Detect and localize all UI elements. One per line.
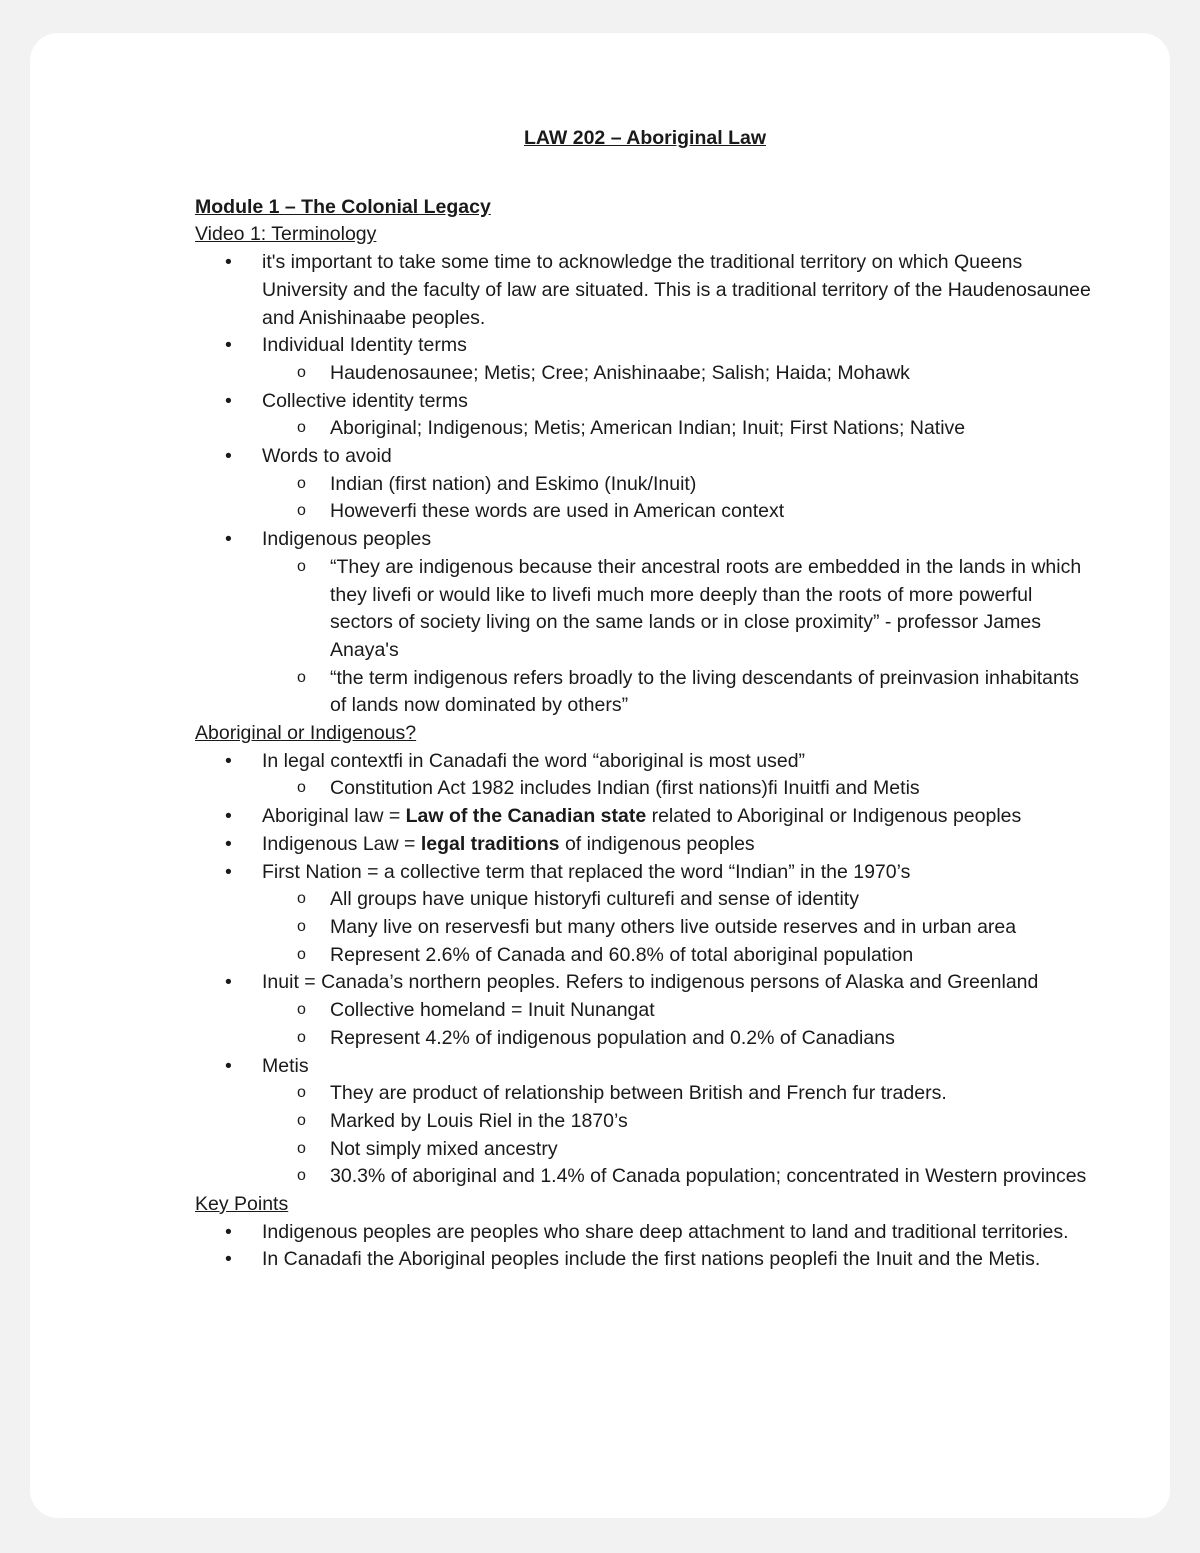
sub-list-item: o Represent 4.2% of indigenous population and 0.2% of Canadians [195,1025,1095,1053]
sub-list-item: o Not simply mixed ancestry [195,1136,1095,1164]
sub-list-item: o Aboriginal; Indigenous; Metis; American Indian; Inuit; First Nations; Native [195,415,1095,443]
sub-list-item: o Constitution Act 1982 includes Indian (first nations)fi Inuitfi and Metis [195,775,1095,803]
list-item: • In legal contextfi in Canadafi the word “aboriginal is most used” o Constitution Act 1982 includes Indian (first nations)fi Inuitfi and Metis [195,748,1095,803]
sub-list [262,775,1095,803]
list-item: • Metis o They are product of relationship between British and French fur traders. o Marked by Louis Riel in the 1870’s o Not simply mixed ancestry o 30.3% of aboriginal and 1.4% of Canada population; concentrated in Western provinces [195,1053,1095,1192]
sub-list [262,471,1095,526]
sub-list-item: o They are product of relationship between British and French fur traders. [195,1080,1095,1108]
list-item: • Indigenous Law = legal traditions of indigenous peoples [195,831,1095,859]
list-item: • Words to avoid o Indian (first nation) and Eskimo (Inuk/Inuit) o Howeverfi these words are used in American context [195,443,1095,526]
document-title: LAW 202 – Aboriginal Law [524,127,766,149]
bold-term: legal traditions [420,832,560,855]
terminology-list [195,249,1095,720]
sub-list-item: o Collective homeland = Inuit Nunangat [195,997,1095,1025]
list-item: • Inuit = Canada’s northern peoples. Refers to indigenous persons of Alaska and Greenland o Collective homeland = Inuit Nunangat o Represent 4.2% of indigenous population and 0.2% of Canadians [195,969,1095,1052]
sub-list-item: o Many live on reservesfi but many others live outside reserves and in urban area [195,914,1095,942]
sub-list-item: o Indian (first nation) and Eskimo (Inuk/Inuit) [195,471,1095,499]
sub-list-item: o 30.3% of aboriginal and 1.4% of Canada population; concentrated in Western provinces [195,1163,1095,1191]
sub-list [262,360,1095,388]
sub-list-item: o “They are indigenous because their ancestral roots are embedded in the lands in which they livefi or would like to livefi much more deeply than the roots of more powerful sectors of society living on the same lands or in close proximity” - professor James Anaya's [195,554,1095,665]
module-heading: Module 1 – The Colonial Legacy [195,195,491,218]
list-item: • it's important to take some time to acknowledge the traditional territory on which Queens University and the faculty of law are situated. This is a traditional territory of the Haudenosaunee and Anishinaabe peoples. [195,249,1095,332]
sub-list-item: o Marked by Louis Riel in the 1870’s [195,1108,1095,1136]
bold-term: Law of the Canadian state [405,805,647,828]
sub-list [262,1080,1095,1191]
list-item: • First Nation = a collective term that replaced the word “Indian” in the 1970’s o All groups have unique historyfi culturefi and sense of identity o Many live on reservesfi but many others live outside reserves and in urban area o Represent 2.6% of Canada and 60.8% of total aboriginal population [195,859,1095,970]
key-points-list [195,1219,1095,1274]
sub-list [262,554,1095,720]
list-item: • In Canadafi the Aboriginal peoples include the first nations peoplefi the Inuit and the Metis. [195,1246,1095,1274]
sub-list-item: o Haudenosaunee; Metis; Cree; Anishinaabe; Salish; Haida; Mohawk [195,360,1095,388]
list-item: • Collective identity terms o Aboriginal; Indigenous; Metis; American Indian; Inuit; First Nations; Native [195,388,1095,443]
sub-list-item: o “the term indigenous refers broadly to the living descendants of preinvasion inhabitants of lands now dominated by others” [195,665,1095,720]
sub-list [262,415,1095,443]
document-body [195,125,1095,1274]
sub-list [262,886,1095,969]
document-page [30,33,1170,1518]
list-item: • Indigenous peoples o “They are indigenous because their ancestral roots are embedded in the lands in which they livefi or would like to livefi much more deeply than the roots of more powerful sectors of society living on the same lands or in close proximity” - professor James Anaya's o “the term indigenous refers broadly to the living descendants of preinvasion inhabitants of lands now dominated by others” [195,526,1095,720]
section-heading-aboriginal: Aboriginal or Indigenous? [195,722,417,745]
sub-list-item: o Howeverfi these words are used in American context [195,498,1095,526]
section-heading-terminology: Video 1: Terminology [195,223,377,246]
list-item: • Individual Identity terms o Haudenosaunee; Metis; Cree; Anishinaabe; Salish; Haida; Mohawk [195,332,1095,387]
aboriginal-list [195,748,1095,1191]
list-item: • Aboriginal law = Law of the Canadian state related to Aboriginal or Indigenous peoples [195,803,1095,831]
sub-list-item: o All groups have unique historyfi culturefi and sense of identity [195,886,1095,914]
sub-list-item: o Represent 2.6% of Canada and 60.8% of total aboriginal population [195,942,1095,970]
sub-list [262,997,1095,1052]
section-heading-key-points: Key Points [195,1193,289,1216]
list-item: • Indigenous peoples are peoples who share deep attachment to land and traditional territories. [195,1219,1095,1247]
